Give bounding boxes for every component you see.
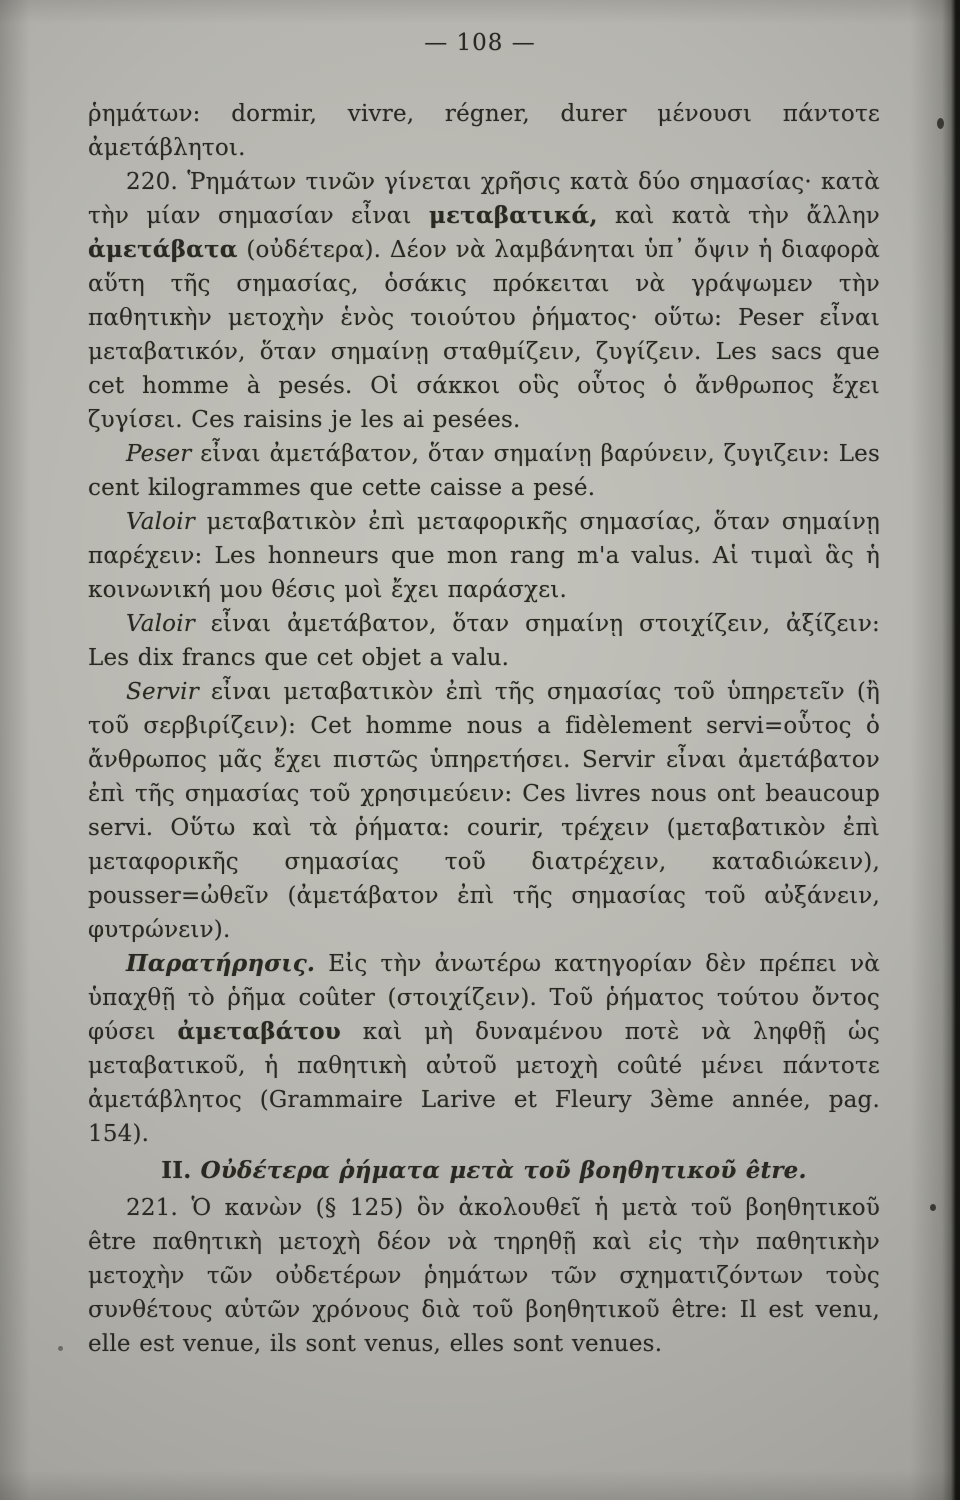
text-segment: 221. Ὁ κανὼν (§ 125) ὃν ἀκολουθεῖ ἡ μετὰ τοῦ βοηθητικοῦ être παθητικὴ μετοχὴ δέον νὰ τηρηθῇ καὶ εἰς τὴν παθητικὴν μετοχὴν τῶν οὐδετέρων ῥημάτων τῶν σχηματιζόντων τοὺς συνθέτους αὑτῶν χρόνους διὰ τοῦ βοηθητικοῦ être: Il est venu, elle est venue, ils sont venus, elles sont venues.: [88, 1195, 880, 1357]
paragraph-valoir-intransitive: [88, 607, 880, 675]
paragraph-servir: [88, 675, 880, 947]
scan-artifact: [930, 1204, 936, 1211]
text-segment: εἶναι ἀμετάβατον, ὅταν σημαίνῃ βαρύνειν, ζυγιζειν: Les cent kilogrammes que cette caisse a pesé.: [88, 441, 880, 501]
text-segment: (οὐδέτερα). Δέον νὰ λαμβάνηται ὑπ᾽ ὄψιν ἡ διαφορὰ αὕτη τῆς σημασίας, ὁσάκις πρόκειται νὰ γράψωμεν τὴν παθητικὴν μετοχὴν ἑνὸς τοιούτου ῥήματος· οὕτω: Peser εἶναι μεταβατικόν, ὅταν σημαίνῃ σταθμίζειν, ζυγίζειν. Les sacs que cet homme à pesés. Οἱ σάκκοι οὓς οὗτος ὁ ἄνθρωπος ἔχει ζυγίσει. Ces raisins je les ai pesées.: [88, 237, 880, 433]
text-segment: ἀμεταβάτου: [177, 1018, 341, 1045]
text-segment: εἶναι ἀμετάβατον, ὅταν σημαίνῃ στοιχίζειν, ἀξίζειν: Les dix francs que cet objet a valu.: [88, 611, 880, 671]
text-segment: ἀμετάβατα: [88, 236, 238, 263]
page-number: — 108 —: [424, 30, 536, 56]
text-segment: καὶ κατὰ τὴν ἄλλην: [597, 203, 880, 229]
text-segment: Εἰς τὴν ἀνωτέρω κατηγορίαν δὲν πρέπει νὰ ὑπαχθῇ τὸ ῥῆμα coûter (στοιχίζειν). Τοῦ ῥήματος τούτου ὄντος φύσει: [88, 951, 880, 1045]
text-segment: II.: [161, 1157, 201, 1184]
scan-artifact: [58, 1346, 63, 1351]
section-heading-II: [88, 1154, 880, 1188]
text-segment: être.: [745, 1157, 807, 1184]
text-segment: εἶναι μεταβατικὸν ἐπὶ τῆς σημασίας τοῦ ὑπηρετεῖν (ἢ τοῦ σερβιρίζειν): Cet homme nous a fidèlement servi=οὗτος ὁ ἄνθρωπος μᾶς ἔχει πιστῶς ὑπηρετήσει. Servir εἶναι ἀμετάβατον ἐπὶ τῆς σημασίας τοῦ χρησιμεύειν: Ces livres nous ont beaucoup servi. Οὕτω καὶ τὰ ῥήματα: courir, τρέχειν (μεταβατικὸν ἐπὶ μεταφορικῆς σημασίας τοῦ διατρέχειν, καταδιώκειν), pousser=ὠθεῖν (ἀμετάβατον ἐπὶ τῆς σημασίας τοῦ αὐξάνειν, φυτρώνειν).: [88, 679, 880, 943]
paragraph-valoir-transitive: [88, 505, 880, 607]
paragraph-peser-intransitive: [88, 437, 880, 505]
text-block: [88, 97, 880, 1361]
text-segment: Valoir: [126, 509, 195, 535]
scan-artifact: [937, 118, 944, 129]
paragraph-remark: [88, 947, 880, 1151]
text-segment: ῥημάτων: dormir, vivre, régner, durer μένουσι πάντοτε ἀμετάβλητοι.: [88, 101, 880, 161]
paragraph-continuation: [88, 97, 880, 165]
text-segment: Οὐδέτερα ῥήματα μετὰ τοῦ βοηθητικοῦ: [200, 1157, 746, 1184]
text-segment: Παρατήρησις.: [126, 950, 316, 977]
text-segment: μεταβατικά,: [428, 202, 598, 229]
text-segment: 220. Ῥημάτων τινῶν γίνεται χρῆσις κατὰ δύο σημασίας· κατὰ τὴν μίαν σημασίαν εἶναι: [88, 169, 880, 229]
text-segment: Valoir: [126, 611, 195, 637]
text-segment: Servir: [126, 679, 199, 705]
text-segment: Peser: [126, 441, 192, 467]
paragraph-221: [88, 1191, 880, 1361]
text-segment: καὶ μὴ δυναμένου ποτὲ νὰ ληφθῇ ὡς μεταβατικοῦ, ἡ παθητικὴ αὐτοῦ μετοχὴ coûté μένει πάντοτε ἀμετάβλητος (Grammaire Larive et Fleury 3ème année, pag. 154).: [88, 1019, 880, 1147]
paragraph-220: [88, 165, 880, 437]
text-segment: μεταβατικὸν ἐπὶ μεταφορικῆς σημασίας, ὅταν σημαίνῃ παρέχειν: Les honneurs que mon rang m'a valus. Αἱ τιμαὶ ἃς ἡ κοινωνική μου θέσις μοὶ ἔχει παράσχει.: [88, 509, 880, 603]
